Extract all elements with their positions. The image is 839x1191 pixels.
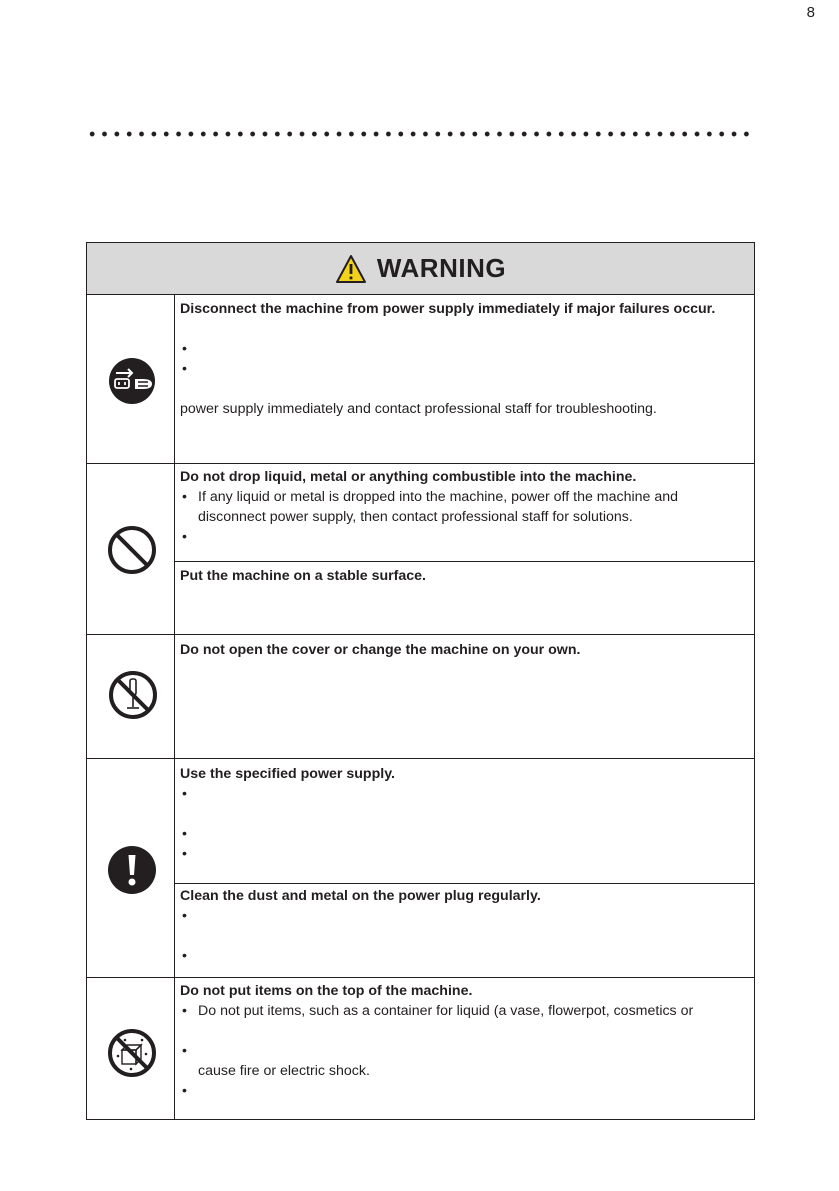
list-item bbox=[180, 359, 748, 379]
warning-item-power-failure bbox=[180, 299, 748, 419]
item-heading: Clean the dust and metal on the power plug regularly. bbox=[180, 888, 541, 904]
item-heading: Do not drop liquid, metal or anything combustible into the machine. bbox=[180, 469, 637, 485]
warning-item-liquid-metal bbox=[180, 467, 748, 547]
warning-item-no-disassembly bbox=[180, 640, 748, 660]
list-item: • Do not put items, such as a container for liquid (a vase, flowerpot, cosmetics or bbox=[180, 1001, 748, 1021]
row-divider bbox=[87, 977, 754, 978]
item-text: cause fire or electric shock. bbox=[198, 1063, 370, 1079]
warning-triangle-icon bbox=[335, 254, 367, 284]
row-divider bbox=[87, 758, 754, 759]
item-heading: Do not put items on the top of the machine. bbox=[180, 983, 473, 999]
row-divider bbox=[87, 634, 754, 635]
warning-item-clean-plug bbox=[180, 886, 748, 966]
list-item bbox=[180, 1081, 748, 1101]
dotted-divider bbox=[86, 130, 754, 138]
item-heading: Put the machine on a stable surface. bbox=[180, 568, 426, 584]
list-item bbox=[180, 527, 748, 547]
mandatory-action-icon bbox=[107, 845, 157, 895]
row-divider bbox=[175, 883, 754, 884]
page-number: 8 bbox=[806, 4, 815, 21]
item-heading: Do not open the cover or change the machine on your own. bbox=[180, 642, 581, 658]
item-heading: Disconnect the machine from power supply immediately if major failures occur. bbox=[180, 301, 716, 317]
warning-item-power-supply bbox=[180, 764, 748, 864]
no-objects-on-top-icon bbox=[107, 1028, 157, 1078]
unplug-power-icon bbox=[108, 357, 156, 405]
warning-item-no-items-on-top bbox=[180, 981, 748, 1101]
row-divider bbox=[87, 463, 754, 464]
list-item bbox=[180, 946, 748, 966]
column-divider bbox=[174, 295, 175, 1119]
item-heading: Use the specified power supply. bbox=[180, 766, 395, 782]
item-text: power supply immediately and contact professional staff for troubleshooting. bbox=[180, 401, 657, 417]
warning-header bbox=[87, 243, 754, 295]
list-item: • If any liquid or metal is dropped into the machine, power off the machine and disconnect power supply, then contact professional staff for solutions. bbox=[180, 487, 748, 527]
list-item bbox=[180, 824, 748, 844]
no-disassembly-icon bbox=[108, 670, 158, 720]
list-item bbox=[180, 844, 748, 864]
prohibited-icon bbox=[107, 525, 157, 575]
list-item bbox=[180, 339, 748, 359]
list-item bbox=[180, 1041, 748, 1061]
row-divider bbox=[175, 561, 754, 562]
list-item bbox=[180, 906, 748, 926]
warning-item-stable-surface bbox=[180, 566, 748, 586]
warning-table bbox=[86, 242, 755, 1120]
list-item bbox=[180, 784, 748, 804]
warning-title: WARNING bbox=[376, 253, 507, 283]
